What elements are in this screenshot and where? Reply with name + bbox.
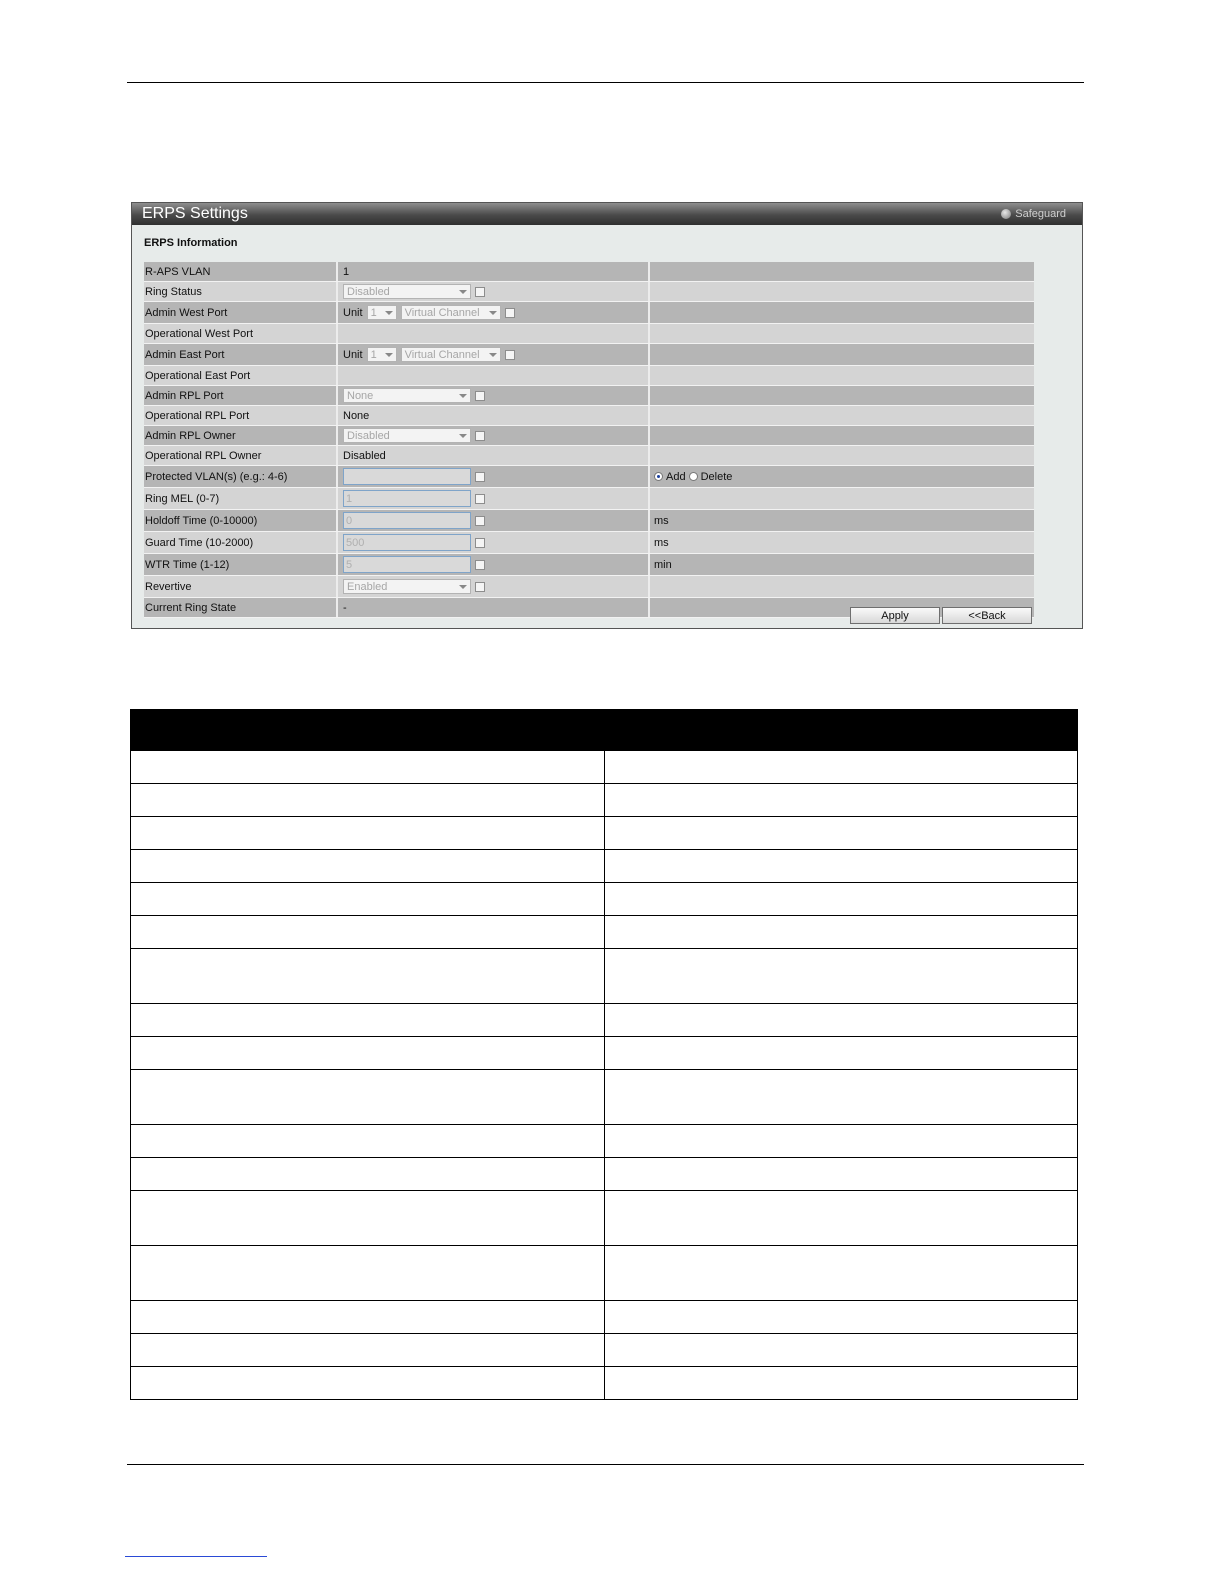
row-admin-rpl-owner: Admin RPL Owner Disabled <box>144 426 1034 446</box>
west-unit-select[interactable]: 1 <box>367 305 397 320</box>
row-current-ring-state: Current Ring State - <box>144 598 1034 618</box>
revertive-checkbox[interactable] <box>475 582 485 592</box>
admin-rpl-port-checkbox[interactable] <box>475 391 485 401</box>
add-radio[interactable] <box>654 472 663 481</box>
chevron-down-icon <box>489 353 497 357</box>
ring-mel-input[interactable]: 1 <box>343 490 471 507</box>
page-header-rule <box>127 82 1084 83</box>
protected-vlans-checkbox[interactable] <box>475 472 485 482</box>
safeguard-indicator <box>1001 203 1066 225</box>
row-protected-vlans: Protected VLAN(s) (e.g.: 4-6) Add Delete <box>144 466 1034 488</box>
west-channel-select[interactable]: Virtual Channel <box>401 305 501 320</box>
description-table <box>130 709 1078 1400</box>
operational-rpl-port-value: None <box>343 409 370 422</box>
table-row <box>131 1158 1078 1191</box>
row-admin-rpl-port: Admin RPL Port None <box>144 386 1034 406</box>
row-guard-time: Guard Time (10-2000) 500 ms <box>144 532 1034 554</box>
footer-link-underline[interactable] <box>125 1556 267 1557</box>
admin-rpl-owner-checkbox[interactable] <box>475 431 485 441</box>
section-label: ERPS Information <box>144 237 238 249</box>
table-row <box>131 1301 1078 1334</box>
table-row <box>131 916 1078 949</box>
row-raps-vlan: R-APS VLAN 1 <box>144 262 1034 282</box>
guard-time-checkbox[interactable] <box>475 538 485 548</box>
holdoff-unit: ms <box>654 514 669 527</box>
protected-vlans-input[interactable] <box>343 468 471 485</box>
chevron-down-icon <box>459 585 467 589</box>
ring-status-checkbox[interactable] <box>475 287 485 297</box>
chevron-down-icon <box>489 311 497 315</box>
row-ring-mel: Ring MEL (0-7) 1 <box>144 488 1034 510</box>
table-row <box>131 1004 1078 1037</box>
operational-rpl-owner-value: Disabled <box>343 449 386 462</box>
apply-button[interactable]: Apply <box>850 607 940 624</box>
row-admin-east-port: Admin East Port Unit 1 Virtual Channel <box>144 344 1034 366</box>
row-admin-west-port: Admin West Port Unit 1 Virtual Channel <box>144 302 1034 324</box>
ring-status-select[interactable]: Disabled <box>343 284 471 299</box>
wtr-time-input[interactable]: 5 <box>343 556 471 573</box>
east-port-checkbox[interactable] <box>505 350 515 360</box>
west-port-checkbox[interactable] <box>505 308 515 318</box>
button-bar <box>850 607 1032 624</box>
erps-info-grid <box>144 262 1034 618</box>
table-row <box>131 1070 1078 1125</box>
wtr-time-checkbox[interactable] <box>475 560 485 570</box>
row-operational-east-port: Operational East Port <box>144 366 1034 386</box>
east-channel-select[interactable]: Virtual Channel <box>401 347 501 362</box>
holdoff-time-checkbox[interactable] <box>475 516 485 526</box>
row-operational-rpl-owner: Operational RPL Owner Disabled <box>144 446 1034 466</box>
wtr-unit: min <box>654 558 672 571</box>
table-row <box>131 751 1078 784</box>
row-holdoff-time: Holdoff Time (0-10000) 0 ms <box>144 510 1034 532</box>
safeguard-label: Safeguard <box>1015 208 1066 220</box>
row-revertive: Revertive Enabled <box>144 576 1034 598</box>
west-unit-label: Unit <box>343 306 363 319</box>
delete-radio[interactable] <box>689 472 698 481</box>
chevron-down-icon <box>459 394 467 398</box>
chevron-down-icon <box>459 290 467 294</box>
chevron-down-icon <box>459 434 467 438</box>
erps-settings-window <box>131 202 1083 629</box>
revertive-select[interactable]: Enabled <box>343 579 471 594</box>
table-row <box>131 1367 1078 1400</box>
table-row <box>131 817 1078 850</box>
table-row <box>131 1334 1078 1367</box>
window-title-bar <box>132 203 1082 225</box>
row-ring-status: Ring Status Disabled <box>144 282 1034 302</box>
raps-vlan-value: 1 <box>343 265 350 278</box>
table-header <box>131 710 1078 751</box>
east-unit-label: Unit <box>343 348 363 361</box>
page-footer-rule <box>127 1464 1084 1465</box>
table-row <box>131 883 1078 916</box>
guard-time-input[interactable]: 500 <box>343 534 471 551</box>
ring-mel-checkbox[interactable] <box>475 494 485 504</box>
chevron-down-icon <box>385 311 393 315</box>
table-row <box>131 784 1078 817</box>
row-operational-rpl-port: Operational RPL Port None <box>144 406 1034 426</box>
safeguard-status-icon <box>1001 209 1011 219</box>
delete-radio-label: Delete <box>700 470 733 483</box>
table-row <box>131 949 1078 1004</box>
current-ring-state-value: - <box>343 601 347 614</box>
row-operational-west-port: Operational West Port <box>144 324 1034 344</box>
table-row <box>131 1125 1078 1158</box>
add-radio-label: Add <box>666 470 686 483</box>
east-unit-select[interactable]: 1 <box>367 347 397 362</box>
back-button[interactable]: <<Back <box>942 607 1032 624</box>
admin-rpl-owner-select[interactable]: Disabled <box>343 428 471 443</box>
holdoff-time-input[interactable]: 0 <box>343 512 471 529</box>
admin-rpl-port-select[interactable]: None <box>343 388 471 403</box>
row-wtr-time: WTR Time (1-12) 5 min <box>144 554 1034 576</box>
guard-unit: ms <box>654 536 669 549</box>
table-row <box>131 1246 1078 1301</box>
table-row <box>131 1037 1078 1070</box>
table-row <box>131 1191 1078 1246</box>
table-row <box>131 850 1078 883</box>
window-title: ERPS Settings <box>142 205 248 222</box>
chevron-down-icon <box>385 353 393 357</box>
